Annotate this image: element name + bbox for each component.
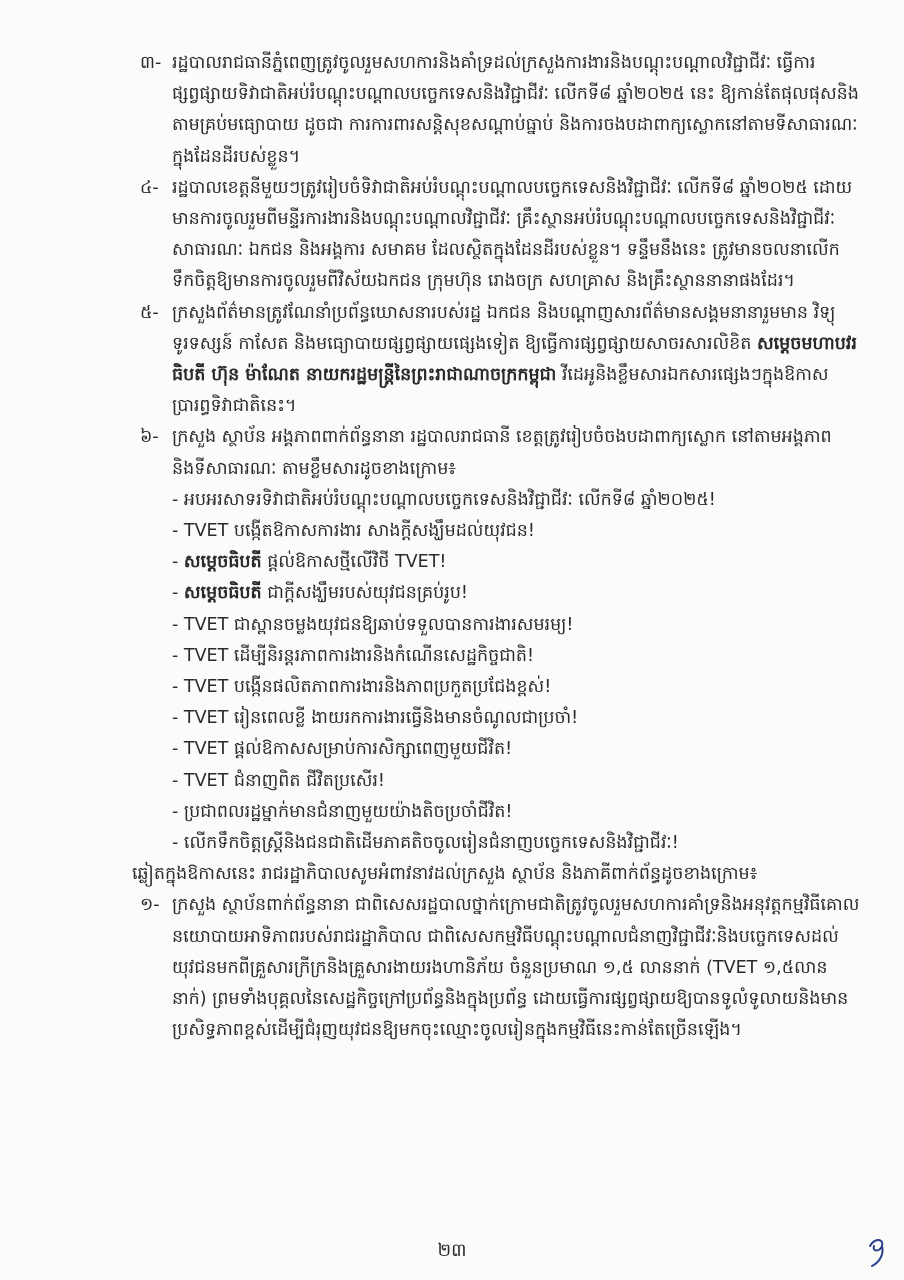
document-body xyxy=(132,48,860,1047)
slogan-item: - សម្តេចធិបតី ជាក្តីសង្ឃឹមរបស់យុវជនគ្រប់រូប! xyxy=(172,583,468,604)
slogan-item: - TVET ដើម្បីនិរន្តរភាពការងារនិងកំណើនសេដ្ឋកិច្ចជាតិ! xyxy=(172,645,535,666)
paragraph-text: រដ្ឋបាលរាជធានីភ្នំពេញត្រូវចូលរួមសហការនិងគាំទ្រដល់ក្រសួងការងារនិងបណ្តុះបណ្តាលវិជ្ជាជីវៈ ធ្វើការផ្សព្វផ្សាយទិវាជាតិអប់រំបណ្តុះបណ្តាលបច្ចេកទេសនិងវិជ្ជាជីវៈ លើកទី៨ ឆ្នាំ២០២៥ នេះ ឱ្យកាន់តែផុលផុសនិងតាមគ្រប់មធ្យោបាយ ដូចជា ការការពារសន្តិសុខសណ្តាប់ធ្នាប់ និងការចងបដាពាក្យស្លោកនៅតាមទីសាធារណៈក្នុងដែនដីរបស់ខ្លួន។ xyxy=(172,53,859,167)
slogan-item: - TVET ជំនាញពិត ជីវិតប្រសើរ! xyxy=(172,770,385,791)
paragraph-3 xyxy=(140,48,860,173)
prime-minister-title: សម្តេចមហាបវរធិបតី ហ៊ុន ម៉ាណែត នាយករដ្ឋមន្ត្រីនៃព្រះរាជាណាចក្រកម្ពុជា xyxy=(172,333,857,386)
paragraph-1 xyxy=(140,890,860,1046)
paragraph-text: ក្រសួង ស្ថាប័នពាក់ព័ន្ធនានា ជាពិសេសរដ្ឋបាលថ្នាក់ក្រោមជាតិត្រូវចូលរួមសហការគាំទ្រនិងអនុវត្តកម្មវិធីគោលនយោបាយអាទិភាពរបស់រាជរដ្ឋាភិបាល ជាពិសេសកម្មវិធីបណ្តុះបណ្តាលជំនាញវិជ្ជាជីវៈនិងបច្ចេកទេសដល់យុវជនមកពីគ្រួសារក្រីក្រនិងគ្រួសារងាយរងហានិភ័យ ចំនួនប្រមាណ ១,៥ លាននាក់ (TVET ១,៥លាននាក់) ព្រមទាំងបុគ្គលនៃសេដ្ឋកិច្ចក្រៅប្រព័ន្ធនិងក្នុងប្រព័ន្ធ ដោយធ្វើការផ្សព្វផ្សាយឱ្យបានទូលំទូលាយនិងមានប្រសិទ្ធភាពខ្ពស់ដើម្បីជំរុញយុវជនឱ្យមកចុះឈ្មោះចូលរៀនក្នុងកម្មវិធីនេះកាន់តែច្រើនឡើង។ xyxy=(172,895,860,1041)
initials-signature-icon xyxy=(866,1234,890,1268)
paragraph-text-post: វីដេអូនិងខ្លឹមសារឯកសារផ្សេងៗក្នុងឱកាសប្រារព្ធទិវាជាតិនេះ។ xyxy=(172,365,829,417)
paragraph-text xyxy=(140,298,860,423)
slogan-item: - TVET រៀនពេលខ្លី ងាយរកការងារធ្វើនិងមានចំណូលជាប្រចាំ! xyxy=(172,708,579,729)
paragraph-6 xyxy=(140,422,860,484)
slogan-item: - TVET ផ្តល់ឱកាសសម្រាប់ការសិក្សាពេញមួយជីវិត! xyxy=(172,739,513,760)
paragraph-number: ៣- xyxy=(140,53,162,73)
paragraph-number: ៤- xyxy=(140,177,159,198)
page-number: ២៣ xyxy=(437,1240,467,1261)
paragraph-5 xyxy=(140,298,860,423)
paragraph-number: ៦- xyxy=(140,427,159,448)
paragraph-text: រដ្ឋបាលខេត្តនីមួយៗត្រូវរៀបចំទិវាជាតិអប់រំបណ្តុះបណ្តាលបច្ចេកទេសនិងវិជ្ជាជីវៈ លើកទី៨ ឆ្នាំ២០២៥ ដោយមានការចូលរួមពីមន្ទីរការងារនិងបណ្តុះបណ្តាលវិជ្ជាជីវៈ គ្រឹះស្ថានអប់រំបណ្តុះបណ្តាលបច្ចេកទេសនិងវិជ្ជាជីវៈសាធារណៈ ឯកជន និងអង្គការ សមាគម ដែលស្ថិតក្នុងដែនដីរបស់ខ្លួន។ ទន្ទឹមនឹងនេះ ត្រូវមានចលនាលើកទឹកចិត្តឱ្យមានការចូលរួមពីវិស័យឯកជន ក្រុមហ៊ុន រោងចក្រ សហគ្រាស និងគ្រឹះស្ថាននានាផងដែរ។ xyxy=(172,177,853,292)
paragraph-number: ១- xyxy=(140,895,160,916)
slogan-item: - សម្តេចធិបតី ផ្តល់ឱកាសថ្មីលើវិថី TVET! xyxy=(172,552,447,573)
slogan-item: - TVET បង្កើតឱកាសការងារ សាងក្តីសង្ឃឹមដល់យុវជន! xyxy=(172,521,535,542)
slogan-item: - អបអរសាទរទិវាជាតិអប់រំបណ្តុះបណ្តាលបច្ចេកទេសនិងវិជ្ជាជីវៈ លើកទី៨ ឆ្នាំ២០២៥! xyxy=(172,489,716,510)
slogan-item: - TVET ជាស្ពានចម្លងយុវជនឱ្យឆាប់ទទួលបានការងារសមរម្យ! xyxy=(172,614,574,635)
paragraph-text: ក្រសួង ស្ថាប័ន អង្គភាពពាក់ព័ន្ធនានា រដ្ឋបាលរាជធានី ខេត្តត្រូវរៀបចំចងបដាពាក្យស្លោក នៅតាមអង្គភាព និងទីសាធារណៈ តាមខ្លឹមសារដូចខាងក្រោម៖ xyxy=(172,427,832,479)
paragraph-4 xyxy=(140,173,860,298)
closing-statement: ឆ្លៀតក្នុងឱកាសនេះ រាជរដ្ឋាភិបាលសូមអំពាវនាវដល់ក្រសួង ស្ថាប័ន និងភាគីពាក់ព័ន្ធដូចខាងក្រោម៖ xyxy=(132,864,758,885)
slogan-item: - TVET បង្កើនផលិតភាពការងារនិងភាពប្រកួតប្រជែងខ្ពស់! xyxy=(172,677,552,698)
slogan-item: - ប្រជាពលរដ្ឋម្នាក់មានជំនាញមួយយ៉ាងតិចប្រចាំជីវិត! xyxy=(172,801,513,822)
slogan-list xyxy=(140,485,860,859)
slogan-item: - លើកទឹកចិត្តស្ត្រីនិងជនជាតិដើមភាគតិចចូលរៀនជំនាញបច្ចេកទេសនិងវិជ្ជាជីវៈ! xyxy=(172,833,679,854)
paragraph-number: ៥- xyxy=(140,302,159,323)
paragraph-text-pre: ក្រសួងព័ត៌មានត្រូវណែនាំប្រព័ន្ធឃោសនារបស់រដ្ឋ ឯកជន និងបណ្តាញសារព័ត៌មានសង្គមនានារួមមាន វិទ្យុ ទូរទស្សន៍ កាសែត និងមធ្យោបាយផ្សព្វផ្សាយផ្សេងទៀត ឱ្យធ្វើការផ្សព្វផ្សាយសាចរសារលិខិត xyxy=(172,302,836,354)
